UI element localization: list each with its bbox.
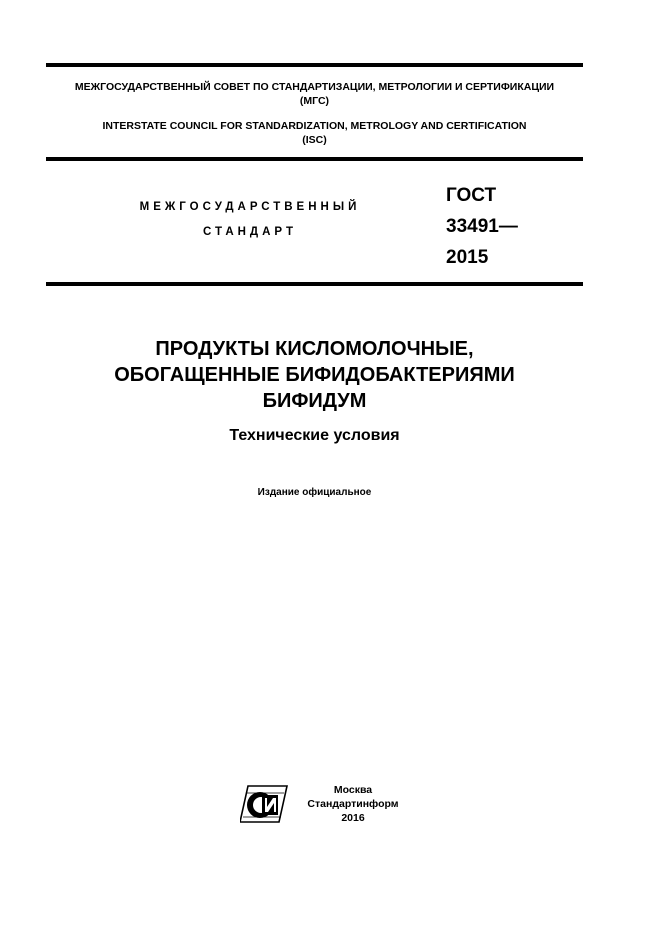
standard-type-line2: СТАНДАРТ — [203, 226, 297, 238]
middle-rule — [46, 157, 583, 161]
standard-code — [446, 180, 518, 273]
publisher-city: Москва — [333, 784, 373, 796]
top-rule — [46, 63, 583, 67]
council-name-en-line1: INTERSTATE COUNCIL FOR STANDARDIZATION, METROLOGY AND CERTIFICATION — [102, 120, 527, 132]
standard-code-year: 2015 — [446, 247, 489, 268]
document-title-line1: ПРОДУКТЫ КИСЛОМОЛОЧНЫЕ, — [155, 338, 474, 360]
council-abbr-ru: (МГС) — [299, 95, 330, 107]
council-name-ru — [46, 80, 583, 108]
edition-label: Издание официальное — [257, 487, 372, 498]
document-title — [46, 336, 583, 414]
document-title-line2: ОБОГАЩЕННЫЕ БИФИДОБАКТЕРИЯМИ — [114, 364, 515, 386]
section-rule — [46, 282, 583, 286]
publisher-name: Стандартинформ — [307, 798, 399, 810]
standard-type-line1: МЕЖГОСУДАРСТВЕННЫЙ — [139, 201, 361, 213]
standard-code-number: 33491— — [446, 216, 518, 237]
document-title-line3: БИФИДУМ — [262, 390, 367, 412]
publisher-block — [296, 783, 410, 825]
standard-code-prefix: ГОСТ — [446, 185, 497, 206]
document-subtitle: Технические условия — [229, 427, 400, 444]
council-name-en — [46, 119, 583, 147]
standard-type — [100, 195, 400, 245]
council-abbr-en: (ISC) — [302, 134, 327, 146]
publisher-year: 2016 — [341, 812, 365, 824]
standartinform-logo-icon — [240, 783, 288, 825]
council-name-ru-line1: МЕЖГОСУДАРСТВЕННЫЙ СОВЕТ ПО СТАНДАРТИЗАЦИИ, МЕТРОЛОГИИ И СЕРТИФИКАЦИИ — [74, 81, 555, 93]
